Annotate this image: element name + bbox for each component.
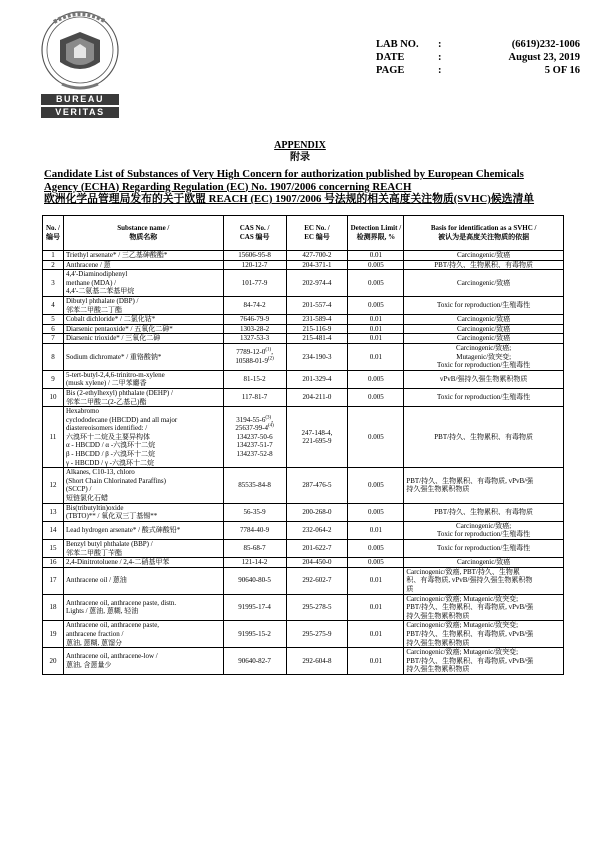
cell-cas bbox=[223, 621, 286, 648]
cell-substance-line: 邻苯二甲酸二(2-乙基己)酯 bbox=[65, 397, 147, 406]
cell-basis bbox=[404, 621, 564, 648]
cell-substance-line: Hexabromo bbox=[65, 407, 100, 416]
cell-detection-limit: 0.01 bbox=[348, 334, 404, 344]
cell-ec bbox=[286, 407, 348, 468]
cell-detection-limit: 0.01 bbox=[348, 343, 404, 370]
cell-substance-line: diastereoisomers identified: / bbox=[65, 424, 148, 433]
cell-cas-line: 7646-79-9 bbox=[240, 315, 270, 324]
cell-substance-line: Alkanes, C10-13, chloro bbox=[65, 468, 135, 477]
cell-ec-line: 247-148-4, bbox=[301, 428, 333, 437]
cell-ec-line: 295-275-9 bbox=[302, 629, 332, 638]
cell-cas-line: 101-77-9 bbox=[241, 278, 268, 287]
cell-cas-line: 81-15-2 bbox=[243, 375, 266, 384]
cell-substance-line: Anthracene oil, anthracene-low / bbox=[65, 652, 158, 661]
cell-ec-line: 202-974-4 bbox=[302, 278, 332, 287]
cell-cas-line: 1327-53-3 bbox=[240, 334, 270, 343]
cell-cas bbox=[223, 370, 286, 388]
cell-no: 10 bbox=[43, 388, 64, 406]
cell-ec-line: 204-371-1 bbox=[302, 260, 332, 269]
cell-substance bbox=[63, 558, 223, 568]
table-body bbox=[43, 251, 564, 675]
cell-ec bbox=[286, 343, 348, 370]
cell-detection-limit: 0.01 bbox=[348, 251, 404, 261]
cell-basis-line: PBT/持久、生物累积、有毒物质 bbox=[434, 260, 534, 269]
cell-basis bbox=[404, 324, 564, 334]
cell-ec-line: 215-116-9 bbox=[302, 324, 332, 333]
cell-basis-line: Carcinogenic/致癌 bbox=[457, 324, 511, 333]
cell-cas bbox=[223, 324, 286, 334]
cell-ec-line: 200-268-0 bbox=[302, 507, 332, 516]
cell-substance-line: Anthracene oil / 蒽油 bbox=[65, 576, 127, 585]
cell-cas-line: 90640-80-5 bbox=[238, 576, 271, 585]
cell-no: 14 bbox=[43, 521, 64, 539]
cell-cas-line: 134237-51-7 bbox=[236, 441, 273, 450]
cell-substance-line: Benzyl butyl phthalate (BBP) / bbox=[65, 540, 153, 548]
cell-detection-limit: 0.01 bbox=[348, 594, 404, 621]
table-row bbox=[43, 540, 564, 558]
table-row bbox=[43, 558, 564, 568]
cell-substance-line: cyclododecane (HBCDD) and all major bbox=[65, 415, 178, 424]
cell-substance-line: Dibutyl phthalate (DBP) / bbox=[65, 296, 139, 305]
date-row bbox=[376, 51, 580, 64]
cell-ec bbox=[286, 558, 348, 568]
cell-substance bbox=[63, 343, 223, 370]
cell-ec bbox=[286, 503, 348, 521]
cell-cas bbox=[223, 594, 286, 621]
cell-no: 17 bbox=[43, 567, 64, 594]
lab-no-row bbox=[376, 38, 580, 51]
cell-no: 2 bbox=[43, 260, 64, 270]
cell-ec bbox=[286, 648, 348, 675]
cell-detection-limit: 0.01 bbox=[348, 315, 404, 325]
cell-no: 13 bbox=[43, 503, 64, 521]
cell-substance bbox=[63, 621, 223, 648]
cell-cas-line: 91995-15-2 bbox=[238, 629, 271, 638]
date-value: August 23, 2019 bbox=[508, 52, 580, 63]
table-row bbox=[43, 324, 564, 334]
cell-no: 15 bbox=[43, 540, 64, 558]
cell-substance bbox=[63, 567, 223, 594]
cell-substance bbox=[63, 388, 223, 406]
cell-no: 4 bbox=[43, 296, 64, 314]
cell-cas-line: 90640-82-7 bbox=[238, 656, 271, 665]
cell-substance bbox=[63, 648, 223, 675]
cell-basis bbox=[404, 251, 564, 261]
cell-substance bbox=[63, 503, 223, 521]
cell-cas-line: 85-68-7 bbox=[243, 544, 266, 553]
seal-icon bbox=[34, 10, 126, 94]
cell-no: 16 bbox=[43, 558, 64, 568]
cell-basis bbox=[404, 315, 564, 325]
cell-cas bbox=[223, 260, 286, 270]
cell-substance bbox=[63, 296, 223, 314]
cell-ec bbox=[286, 567, 348, 594]
table-row bbox=[43, 370, 564, 388]
header-no: No. / 编号 bbox=[43, 216, 64, 251]
cell-detection-limit: 0.005 bbox=[348, 370, 404, 388]
cell-ec bbox=[286, 594, 348, 621]
date-label: DATE bbox=[376, 52, 405, 63]
appendix-heading bbox=[0, 140, 600, 164]
cell-cas-line: 7784-40-9 bbox=[240, 526, 270, 535]
table-row bbox=[43, 343, 564, 370]
cell-basis-line: PBT/持久、生物累积、有毒物质, vPvB/强 bbox=[406, 476, 534, 485]
cell-no: 7 bbox=[43, 334, 64, 344]
header-ec: EC No. / EC 编号 bbox=[286, 216, 348, 251]
cell-cas bbox=[223, 567, 286, 594]
cell-basis bbox=[404, 468, 564, 503]
cell-substance-line: 邻苯二甲酸二丁酯 bbox=[65, 305, 122, 314]
cell-basis-line: 持久强生物累积物质 bbox=[406, 611, 470, 620]
cell-detection-limit: 0.005 bbox=[348, 260, 404, 270]
cell-ec-line: 232-064-2 bbox=[302, 526, 332, 535]
cell-detection-limit: 0.005 bbox=[348, 407, 404, 468]
cell-basis-line: Carcinogenic/致癌; bbox=[456, 343, 512, 352]
cell-basis bbox=[404, 334, 564, 344]
cell-ec bbox=[286, 468, 348, 503]
cell-ec-line: 292-602-7 bbox=[302, 576, 332, 585]
cell-substance bbox=[63, 260, 223, 270]
cell-cas bbox=[223, 521, 286, 539]
cell-cas-line: 10588-01-9$^{(2)}$ bbox=[235, 356, 274, 365]
cell-ec-line: 287-476-5 bbox=[302, 481, 332, 490]
cell-detection-limit: 0.005 bbox=[348, 388, 404, 406]
cell-cas-line: 117-81-7 bbox=[241, 393, 268, 402]
cell-cas-line: 3194-55-6$^{(3)}$, bbox=[236, 415, 273, 424]
cell-substance-line: 六溴环十二烷及主要异构体 bbox=[65, 432, 150, 441]
cell-cas bbox=[223, 407, 286, 468]
cell-basis-line: Carcinogenic/致癌 bbox=[457, 558, 511, 567]
cell-detection-limit: 0.01 bbox=[348, 621, 404, 648]
cell-basis-line: PBT/持久、生物累积、有毒物质, vPvB/强 bbox=[406, 656, 534, 665]
cell-detection-limit: 0.005 bbox=[348, 558, 404, 568]
cell-basis bbox=[404, 407, 564, 468]
table-row bbox=[43, 270, 564, 297]
cell-substance-line: Sodium dichromate* / 重铬酸钠* bbox=[65, 352, 162, 361]
cell-cas-line: 15606-95-8 bbox=[238, 251, 271, 259]
cell-ec-line: 427-700-2 bbox=[302, 251, 332, 259]
cell-substance-line: Bis(tributyltin)oxide bbox=[65, 503, 124, 512]
cell-cas-line: 134237-50-6 bbox=[236, 432, 273, 441]
svhc-table bbox=[42, 215, 564, 675]
cell-detection-limit: 0.005 bbox=[348, 296, 404, 314]
cell-ec bbox=[286, 324, 348, 334]
cell-basis bbox=[404, 648, 564, 675]
cell-substance-line: 4,4'-二氨基二苯基甲烷 bbox=[65, 287, 135, 296]
cell-detection-limit: 0.005 bbox=[348, 270, 404, 297]
cell-basis-line: PBT/持久、生物累积、有毒物质, vPvB/强 bbox=[406, 603, 534, 612]
cell-substance-line: 短链氯化石蜡 bbox=[65, 494, 108, 503]
cell-basis bbox=[404, 388, 564, 406]
table-header-row bbox=[43, 216, 564, 251]
cell-cas-line: 84-74-2 bbox=[243, 301, 266, 310]
cell-detection-limit: 0.01 bbox=[348, 521, 404, 539]
cell-substance-line: anthracene fraction / bbox=[65, 629, 124, 638]
header-substance: Substance name / 物质名称 bbox=[63, 216, 223, 251]
cell-substance-line: (SCCP) / bbox=[65, 485, 92, 494]
cell-substance bbox=[63, 370, 223, 388]
cell-cas bbox=[223, 468, 286, 503]
cell-basis bbox=[404, 270, 564, 297]
cell-ec bbox=[286, 315, 348, 325]
cell-ec-line: 204-450-0 bbox=[302, 558, 332, 567]
cell-substance-line: α - HBCDD / α -六溴环十二烷 bbox=[65, 441, 156, 450]
cell-basis-line: Carcinogenic/致癌; Mutagenic/致突变; bbox=[406, 648, 519, 657]
cell-basis-line: 持久强生物累积物质 bbox=[406, 638, 470, 647]
cell-no: 5 bbox=[43, 315, 64, 325]
cell-ec-line: 204-211-0 bbox=[302, 393, 332, 402]
colon: : bbox=[438, 39, 442, 50]
cell-substance-line: Triethyl arsenate* / 三乙基砷酸酯* bbox=[65, 251, 168, 259]
table-row bbox=[43, 334, 564, 344]
table-row bbox=[43, 567, 564, 594]
cell-no: 8 bbox=[43, 343, 64, 370]
cell-substance-line: Lead hydrogen arsenate* / 酸式砷酸铅* bbox=[65, 526, 181, 535]
cell-cas-line: 134237-52-8 bbox=[236, 450, 273, 459]
cell-substance-line: (musk xylene) / 二甲苯麝香 bbox=[65, 379, 147, 388]
cell-no: 1 bbox=[43, 251, 64, 261]
cell-substance bbox=[63, 315, 223, 325]
report-info bbox=[376, 38, 580, 77]
cell-substance bbox=[63, 468, 223, 503]
cell-ec bbox=[286, 296, 348, 314]
cell-substance bbox=[63, 521, 223, 539]
cell-basis bbox=[404, 260, 564, 270]
header-detection-limit: Detection Limit / 检测界限, % bbox=[348, 216, 404, 251]
cell-basis-line: Carcinogenic/致癌 bbox=[457, 251, 511, 259]
table-row bbox=[43, 407, 564, 468]
cell-substance bbox=[63, 334, 223, 344]
cell-basis-line: 质 bbox=[406, 584, 414, 593]
cell-substance bbox=[63, 270, 223, 297]
title-en-line1: Candidate List of Substances of Very High Concern for authorization published by European Chemicals bbox=[44, 168, 524, 180]
table-row bbox=[43, 388, 564, 406]
cell-ec-line: 201-622-7 bbox=[302, 544, 332, 553]
cell-cas-line: 85535-84-8 bbox=[238, 481, 271, 490]
cell-ec bbox=[286, 521, 348, 539]
cell-detection-limit: 0.005 bbox=[348, 503, 404, 521]
cell-basis bbox=[404, 594, 564, 621]
cell-substance-line: Lights / 蒽油, 蒽糊, 轻油 bbox=[65, 607, 139, 616]
table-row bbox=[43, 251, 564, 261]
cell-basis bbox=[404, 567, 564, 594]
cell-cas bbox=[223, 540, 286, 558]
page-label: PAGE bbox=[376, 65, 405, 76]
cell-no: 6 bbox=[43, 324, 64, 334]
cell-basis-line: Carcinogenic/致癌 bbox=[457, 334, 511, 343]
logo-band-veritas: VERITAS bbox=[41, 107, 119, 118]
cell-no: 18 bbox=[43, 594, 64, 621]
cell-no: 12 bbox=[43, 468, 64, 503]
cell-cas-line: 1303-28-2 bbox=[240, 324, 270, 333]
cell-basis-line: Toxic for reproduction/生殖毒性 bbox=[437, 393, 531, 402]
cell-cas bbox=[223, 648, 286, 675]
cell-basis-line: vPvB/强持久强生物累积物质 bbox=[439, 375, 528, 384]
cell-cas-line: 121-14-2 bbox=[241, 558, 268, 567]
table-row bbox=[43, 521, 564, 539]
cell-ec-line: 234-190-3 bbox=[302, 352, 332, 361]
cell-substance bbox=[63, 407, 223, 468]
cell-substance bbox=[63, 594, 223, 621]
cell-substance-line: methane (MDA) / bbox=[65, 278, 117, 287]
cell-ec-line: 201-329-4 bbox=[302, 375, 332, 384]
cell-basis-line: Toxic for reproduction/生殖毒性 bbox=[437, 530, 531, 539]
cell-basis-line: Carcinogenic/致癌; bbox=[456, 521, 512, 530]
table-row bbox=[43, 468, 564, 503]
cell-basis-line: 积、有毒物质, vPvB/强持久强生物累积物 bbox=[406, 576, 533, 585]
cell-cas-line: 25637-99-4$^{(4)}$ bbox=[235, 423, 274, 433]
cell-cas-line: 7789-12-0$^{(1)}$, bbox=[236, 347, 273, 357]
document-title bbox=[44, 168, 564, 206]
appendix-title-zh: 附录 bbox=[290, 152, 310, 163]
header-basis: Basis for identification as a SVHC / 被认为是高度关注物质的依据 bbox=[404, 216, 564, 251]
cell-basis-line: Carcinogenic/致癌; Mutagenic/致突变; bbox=[406, 621, 519, 630]
cell-basis-line: Carcinogenic/致癌 bbox=[457, 278, 511, 287]
cell-ec-line: 295-278-5 bbox=[302, 603, 332, 612]
cell-ec-line: 201-557-4 bbox=[302, 301, 332, 310]
cell-substance-line: 5-tert-butyl-2,4,6-trinitro-m-xylene bbox=[65, 370, 165, 379]
cell-substance-line: Anthracene oil, anthracene paste, distn. bbox=[65, 598, 177, 607]
cell-basis-line: Carcinogenic/致癌; Mutagenic/致突变; bbox=[406, 594, 519, 603]
cell-substance-line: γ - HBCDD / γ -六溴环十二烷 bbox=[65, 458, 155, 467]
cell-cas bbox=[223, 388, 286, 406]
cell-ec bbox=[286, 334, 348, 344]
page-value: 5 OF 16 bbox=[544, 65, 580, 76]
table-row bbox=[43, 296, 564, 314]
cell-substance-line: β - HBCDD / β -六溴环十二烷 bbox=[65, 450, 155, 459]
cell-basis bbox=[404, 503, 564, 521]
cell-substance-line: (TBTO)** / 氧化双三丁基锡** bbox=[65, 512, 158, 521]
cell-substance bbox=[63, 324, 223, 334]
cell-substance-line: 邻苯二甲酸丁苄酯 bbox=[65, 548, 122, 557]
cell-ec bbox=[286, 388, 348, 406]
cell-ec bbox=[286, 621, 348, 648]
cell-substance-line: 蒽油, 含蒽量少 bbox=[65, 661, 112, 670]
lab-no-value: (6619)232-1006 bbox=[511, 39, 580, 50]
title-en-line2: Agency (ECHA) Regarding Regulation (EC) No. 1907/2006 concerning REACH bbox=[44, 180, 412, 193]
table-row bbox=[43, 315, 564, 325]
cell-substance bbox=[63, 251, 223, 261]
table-row bbox=[43, 648, 564, 675]
cell-detection-limit: 0.01 bbox=[348, 648, 404, 675]
table-row bbox=[43, 503, 564, 521]
cell-basis-line: 持久强生物累积物质 bbox=[406, 485, 470, 494]
lab-no-label: LAB NO. bbox=[376, 39, 419, 50]
cell-ec bbox=[286, 270, 348, 297]
header-cas: CAS No. / CAS 编号 bbox=[223, 216, 286, 251]
cell-basis bbox=[404, 343, 564, 370]
cell-basis-line: Toxic for reproduction/生殖毒性 bbox=[437, 301, 531, 310]
cell-basis-line: PBT/持久、生物累积、有毒物质 bbox=[434, 432, 534, 441]
cell-cas bbox=[223, 315, 286, 325]
cell-cas bbox=[223, 251, 286, 261]
title-zh: 欧洲化学品管理局发布的关于欧盟 REACH (EC) 1907/2006 号法规的相关高度关注物质(SVHC)候选清单 bbox=[44, 193, 535, 205]
cell-ec bbox=[286, 251, 348, 261]
appendix-title-en: APPENDIX bbox=[274, 140, 326, 151]
cell-substance-line: Anthracene / 蒽 bbox=[65, 260, 111, 269]
cell-cas-line: 56-35-9 bbox=[243, 507, 266, 516]
cell-ec-line: 292-604-8 bbox=[302, 656, 332, 665]
cell-basis-line: 持久强生物累积物质 bbox=[406, 665, 470, 674]
cell-ec-line: 231-589-4 bbox=[302, 315, 332, 324]
cell-basis-line: Carcinogenic/致癌, PBT/持久、生物累 bbox=[406, 567, 520, 576]
cell-no: 3 bbox=[43, 270, 64, 297]
cell-cas bbox=[223, 343, 286, 370]
cell-no: 19 bbox=[43, 621, 64, 648]
cell-no: 9 bbox=[43, 370, 64, 388]
cell-detection-limit: 0.01 bbox=[348, 567, 404, 594]
cell-ec bbox=[286, 540, 348, 558]
cell-ec bbox=[286, 370, 348, 388]
cell-basis-line: PBT/持久、生物累积、有毒物质, vPvB/强 bbox=[406, 629, 534, 638]
logo-band-bureau: BUREAU bbox=[41, 94, 119, 105]
table-row bbox=[43, 594, 564, 621]
cell-basis-line: Toxic for reproduction/生殖毒性 bbox=[437, 361, 531, 370]
cell-basis-line: Carcinogenic/致癌 bbox=[457, 315, 511, 324]
cell-cas-line: 91995-17-4 bbox=[238, 603, 271, 612]
cell-substance-line: 蒽油, 蒽糊, 蒽馏分 bbox=[65, 638, 122, 647]
cell-substance-line: 4,4'-Diaminodiphenyl bbox=[65, 270, 128, 279]
cell-basis bbox=[404, 296, 564, 314]
cell-ec bbox=[286, 260, 348, 270]
page-row bbox=[376, 64, 580, 77]
cell-basis-line: Mutagenic/致突变; bbox=[456, 352, 512, 361]
cell-cas bbox=[223, 334, 286, 344]
cell-substance-line: 2,4-Dinitrotoluene / 2,4-二硝基甲苯 bbox=[65, 558, 170, 567]
cell-no: 20 bbox=[43, 648, 64, 675]
cell-basis bbox=[404, 558, 564, 568]
cell-detection-limit: 0.01 bbox=[348, 324, 404, 334]
cell-no: 11 bbox=[43, 407, 64, 468]
cell-basis-line: Toxic for reproduction/生殖毒性 bbox=[437, 544, 531, 553]
colon: : bbox=[438, 65, 442, 76]
cell-substance-line: Anthracene oil, anthracene paste, bbox=[65, 621, 160, 630]
cell-ec-line: 215-481-4 bbox=[302, 334, 332, 343]
cell-substance-line: Cobalt dichloride* / 二氯化钴* bbox=[65, 315, 156, 324]
colon: : bbox=[438, 52, 442, 63]
cell-cas bbox=[223, 270, 286, 297]
cell-substance-line: (Short Chain Chlorinated Paraffins) bbox=[65, 476, 166, 485]
cell-substance bbox=[63, 540, 223, 558]
cell-basis bbox=[404, 521, 564, 539]
bureau-veritas-logo bbox=[34, 10, 126, 118]
cell-basis bbox=[404, 540, 564, 558]
table-row bbox=[43, 260, 564, 270]
cell-substance-line: Diarsenic trioxide* / 三氧化二砷 bbox=[65, 334, 161, 343]
cell-cas-line: 120-12-7 bbox=[241, 260, 268, 269]
cell-basis-line: PBT/持久、生物累积、有毒物质 bbox=[434, 507, 534, 516]
cell-cas bbox=[223, 503, 286, 521]
cell-detection-limit: 0.005 bbox=[348, 540, 404, 558]
cell-cas bbox=[223, 296, 286, 314]
table-row bbox=[43, 621, 564, 648]
cell-basis bbox=[404, 370, 564, 388]
cell-substance-line: Bis (2-ethylhexyl) phthalate (DEHP) / bbox=[65, 388, 173, 397]
cell-cas bbox=[223, 558, 286, 568]
cell-ec-line: 221-695-9 bbox=[302, 437, 332, 446]
cell-substance-line: Diarsenic pentaoxide* / 五氧化二砷* bbox=[65, 324, 173, 333]
cell-detection-limit: 0.005 bbox=[348, 468, 404, 503]
